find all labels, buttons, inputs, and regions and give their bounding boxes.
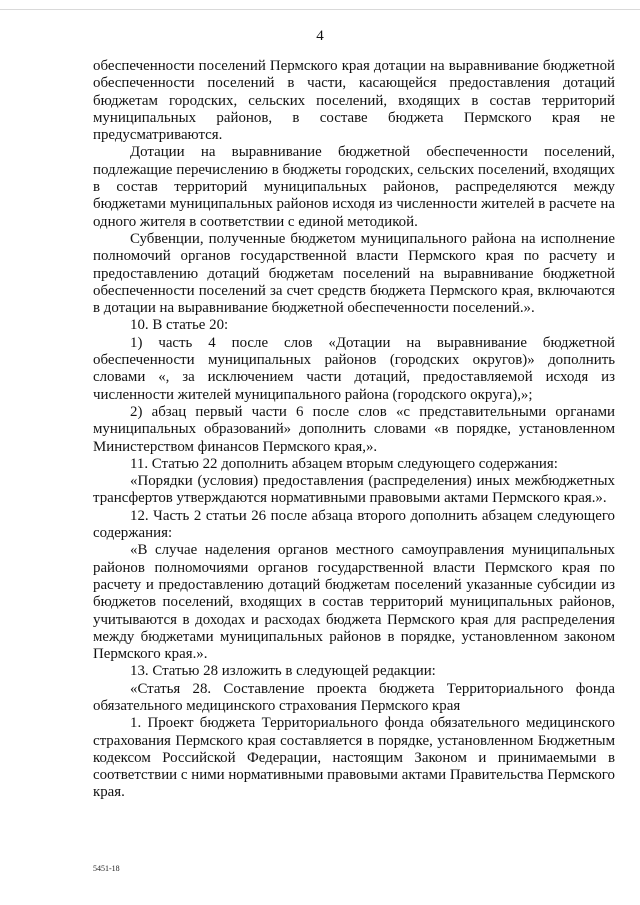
paragraph: 11. Статью 22 дополнить абзацем вторым следующего содержания:: [130, 455, 558, 472]
footer-code: 5451-18: [93, 864, 120, 873]
page-number: 4: [316, 28, 324, 44]
paragraph: Субвенции, полученные бюджетом муниципального района на исполнение полномочий органов государственной власти Пермского края по расчету и предоставлению дотаций бюджетам поселений на выравнивание бюджетной обеспеченности поселений за счет средств бюджета Пермского края, включаются в дотации на выравнивание бюджетной обеспеченности поселений.».: [93, 230, 615, 317]
paragraph: 13. Статью 28 изложить в следующей редакции:: [130, 663, 436, 680]
document-body: [93, 58, 615, 802]
paragraph: 2) абзац первый части 6 после слов «с представительными органами муниципальных образований» дополнить словами «в порядке, установленном Министерством финансов Пермского края,».: [93, 403, 615, 455]
paragraph: 10. В статье 20:: [130, 317, 229, 334]
paragraph: 12. Часть 2 статьи 26 после абзаца второго дополнить абзацем следующего содержания:: [93, 507, 615, 542]
paragraph: Дотации на выравнивание бюджетной обеспеченности поселений, подлежащие перечислению в бюджеты городских, сельских поселений, входящих в состав территорий муниципальных районов, распределяются между бюджетами муниципальных районов исходя из численности жителей в расчете на одного жителя в соответствии с единой методикой.: [93, 144, 615, 230]
top-border-line: [0, 9, 640, 10]
paragraph: 1. Проект бюджета Территориального фонда обязательного медицинского страхования Пермского края составляется в порядке, установленном Бюджетным кодексом Российской Федерации, настоящим Законом и принимаемыми в соответствии с ними нормативными правовыми актами Правительства Пермского края.: [93, 715, 615, 801]
paragraph: «Статья 28. Составление проекта бюджета Территориального фонда обязательного медицинского страхования Пермского края: [93, 680, 615, 714]
paragraph: «В случае наделения органов местного самоуправления муниципальных районов полномочиями органов государственной власти Пермского края по расчету и предоставлению дотаций бюджетам поселений указанные субсидии из бюджетов поселений, входящих в состав территорий муниципальных районов, учитываются в доходах и расходах бюджета Пермского края для распределения между бюджетами муниципальных районов в порядке, установленном законом Пермского края.».: [93, 542, 615, 663]
paragraph: 1) часть 4 после слов «Дотации на выравнивание бюджетной обеспеченности муниципальных районов (городских округов)» дополнить словами «, за исключением части дотаций, предоставляемой исходя из численности жителей муниципального района (городского округа),»;: [93, 334, 615, 403]
paragraph: «Порядки (условия) предоставления (распределения) иных межбюджетных трансфертов утверждаются нормативными правовыми актами Пермского края.».: [93, 473, 615, 507]
paragraph: обеспеченности поселений Пермского края дотации на выравнивание бюджетной обеспеченности поселений в части, касающейся предоставления дотаций бюджетам городских, сельских поселений, входящих в состав территорий муниципальных районов, в составе бюджета Пермского края не предусматриваются.: [93, 58, 615, 144]
